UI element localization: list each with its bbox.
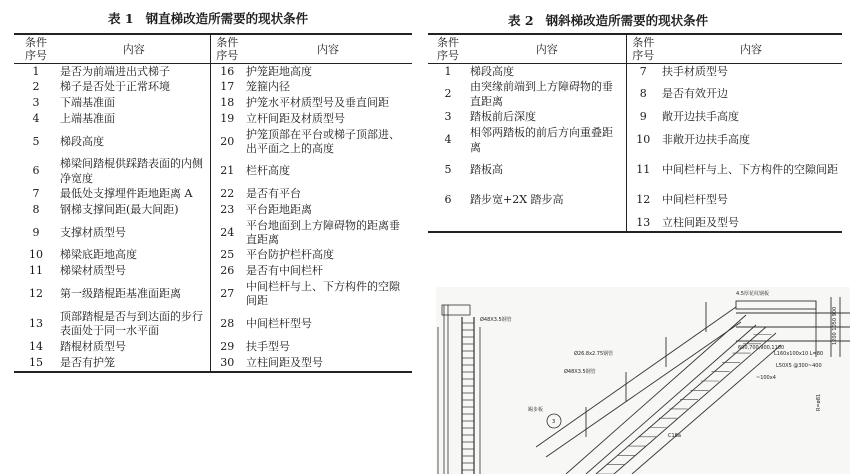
- table1-row: [14, 280, 412, 309]
- table1-content-right: 护笼水平材质型号及垂直间距: [246, 96, 389, 110]
- table1-content-left: 最低处支撑埋件距地距离 A: [60, 187, 193, 201]
- table1-content-left: 梯梁材质型号: [60, 264, 126, 278]
- table2-content-left: 相邻两踏板的前后方向重叠距离: [470, 126, 613, 154]
- table2-content-right: 敞开边扶手高度: [662, 110, 739, 124]
- table1-row: [14, 157, 412, 187]
- table2-row: [428, 186, 842, 216]
- table1-content-right: 平台距地距离: [246, 203, 312, 217]
- table2-row: [428, 126, 842, 156]
- table1-seq-left: 2: [32, 80, 40, 94]
- table1-seq-right: 25: [210, 248, 244, 264]
- table1-content-left: 是否为前端进出式梯子: [60, 64, 170, 78]
- table1-seq-left: 8: [32, 203, 40, 217]
- table2-content-right: 中间栏杆型号: [662, 193, 728, 207]
- table1-seq-left: 13: [29, 316, 43, 330]
- table2-content-left: 踏步宽+2X 踏步高: [470, 193, 564, 207]
- table1-row: [14, 340, 412, 356]
- table1-seq-left: 7: [32, 187, 40, 201]
- table1-row: [14, 112, 412, 128]
- table1-header-seq-left: 条件 序号: [14, 34, 58, 64]
- table1-seq-right: 23: [210, 203, 244, 219]
- table1-seq-right: 17: [210, 80, 244, 96]
- table1-content-right: 中间栏杆与上、下方构件的空隙间距: [246, 279, 400, 307]
- table2-seq-right: 8: [626, 80, 660, 110]
- table1-content-right: 栏杆高度: [246, 164, 290, 178]
- table2-content-left: 踏板前后深度: [470, 110, 536, 124]
- table1-content-right: 立杆间距及材质型号: [246, 112, 345, 126]
- table2-seq-left: 1: [444, 64, 452, 78]
- table2-content-left: 由突缘前端到上方障碍物的垂直距离: [470, 80, 613, 108]
- table1-row: [14, 128, 412, 157]
- table1-content-left: 上端基准面: [60, 112, 115, 126]
- table1-content-right: 笼箍内径: [246, 80, 290, 94]
- table1-seq-left: 5: [32, 134, 40, 148]
- table2-header: [428, 34, 842, 64]
- table1-seq-left: 12: [29, 286, 43, 300]
- label-pipe-3: Ø48X3.5钢管: [480, 317, 512, 323]
- table1-seq-left: 1: [32, 64, 40, 78]
- table1-content-left: 梯梁间踏棍供踩踏表面的内侧净宽度: [60, 157, 203, 185]
- table1-content-right: 护笼距地高度: [246, 64, 312, 78]
- table1-seq-right: 18: [210, 96, 244, 112]
- table2: [428, 33, 842, 233]
- table2-content-right: 扶手材质型号: [662, 64, 728, 78]
- table1-seq-right: 29: [210, 340, 244, 356]
- table1-row: [14, 80, 412, 96]
- table1-seq-left: 15: [29, 355, 43, 369]
- table1-header-seq-right: 条件 序号: [210, 34, 244, 64]
- table1-row: [14, 309, 412, 340]
- table1-title-text: 钢直梯改造所需要的现状条件: [145, 11, 309, 26]
- label-flat-steel: 4.5厚花纹钢板: [736, 291, 769, 297]
- table2-seq-left: [428, 216, 468, 232]
- table2-row: [428, 156, 842, 186]
- table1-content-left: 下端基准面: [60, 96, 115, 110]
- table1-content-right: 立柱间距及型号: [246, 355, 323, 369]
- table2-seq-right: 12: [626, 186, 660, 216]
- table1-content-right: 护笼顶部在平台或梯子顶部进、出平面之上的高度: [246, 127, 400, 155]
- label-tread: 踢步板: [528, 407, 544, 413]
- table2-row: [428, 216, 842, 232]
- table2-header-seq-right: 条件 序号: [626, 34, 660, 64]
- table1-seq-right: 28: [210, 309, 244, 340]
- table1-header-content-right: 内容: [244, 34, 412, 64]
- table1-content-right: 扶手型号: [246, 340, 290, 354]
- table1-content-right: 平台地面到上方障碍物的距离垂直距离: [246, 218, 400, 246]
- table1-seq-right: 24: [210, 219, 244, 248]
- table1-row: [14, 203, 412, 219]
- table1-seq-right: 20: [210, 128, 244, 157]
- table1-seq-left: 10: [29, 248, 43, 262]
- table2-header-content-right: 内容: [660, 34, 842, 64]
- table1-seq-right: 22: [210, 187, 244, 203]
- label-angle-2: L50X5 @300~400: [776, 363, 822, 369]
- table1-seq-left: 11: [29, 264, 43, 278]
- table1-seq-right: 26: [210, 264, 244, 280]
- table2-seq-right: 13: [626, 216, 660, 232]
- table1-row: [14, 187, 412, 203]
- table1: [14, 33, 412, 373]
- table2-title-text: 钢斜梯改造所需要的现状条件: [545, 13, 709, 28]
- table1-seq-left: 4: [32, 112, 40, 126]
- table1-content-left: 第一级踏棍距基准面距离: [60, 286, 181, 300]
- label-pipe-2: Ø48X3.5钢管: [564, 369, 596, 375]
- table1-content-left: 梯段高度: [60, 134, 104, 148]
- table2-seq-right: 11: [626, 156, 660, 186]
- table1-content-right: 是否有中间栏杆: [246, 264, 323, 278]
- table2-content-right: 中间栏杆与上、下方构件的空隙间距: [662, 163, 838, 177]
- table1-row: [14, 219, 412, 248]
- table2-seq-left: 3: [444, 110, 452, 124]
- table1-row: [14, 96, 412, 112]
- table1-content-left: 梯子是否处于正常环境: [60, 80, 170, 94]
- table2-content-left: 踏板高: [470, 163, 503, 177]
- table1-seq-right: 16: [210, 64, 244, 80]
- table2-header-content-left: 内容: [468, 34, 626, 64]
- table2-seq-left: 4: [444, 133, 452, 147]
- stair-drawing: [436, 287, 850, 474]
- label-r: R=ø81: [816, 393, 822, 411]
- table1-row: [14, 248, 412, 264]
- table1-content-left: 踏棍材质型号: [60, 340, 126, 354]
- label-spacing: 600,700,900,1100: [738, 345, 785, 351]
- table1-row: [14, 264, 412, 280]
- table2-title: [508, 11, 708, 29]
- label-angle-1: L160x100x10 L=80: [774, 351, 824, 357]
- table2-row: [428, 64, 842, 80]
- stair-drawing-svg: [436, 287, 850, 474]
- table1-header-content-left: 内容: [58, 34, 210, 64]
- table1-header: [14, 34, 412, 64]
- table1-content-left: 梯梁底距地高度: [60, 248, 137, 262]
- label-dim: ~100x4: [756, 375, 776, 381]
- table2-seq-right: 7: [626, 64, 660, 80]
- callout-circle-number: 3: [552, 419, 556, 425]
- table2-row: [428, 110, 842, 126]
- table2-seq-right: 9: [626, 110, 660, 126]
- table2-content-right: 非敞开边扶手高度: [662, 133, 750, 147]
- table1-seq-left: 6: [32, 164, 40, 178]
- table2-seq-left: 2: [444, 87, 452, 101]
- table1-row: [14, 64, 412, 80]
- table1-seq-right: 19: [210, 112, 244, 128]
- table2-seq-left: 5: [444, 163, 452, 177]
- label-c18: C18a: [668, 433, 681, 439]
- table1-row: [14, 356, 412, 372]
- table2-seq-left: 6: [444, 193, 452, 207]
- table1-content-left: 顶部踏棍是否与到达面的步行表面处于同一水平面: [60, 309, 203, 337]
- table1-seq-right: 21: [210, 157, 244, 187]
- label-dims-right: 1200 1050 900: [832, 306, 838, 345]
- table1-seq-right: 27: [210, 280, 244, 309]
- label-pipe-1: Ø26.8x2.75钢管: [574, 351, 614, 357]
- table1-content-right: 平台防护栏杆高度: [246, 248, 334, 262]
- table1-seq-left: 3: [32, 96, 40, 110]
- table1-content-left: 钢梯支撑间距(最大间距): [60, 203, 179, 217]
- table1-content-right: 中间栏杆型号: [246, 316, 312, 330]
- table1-content-left: 支撑材质型号: [60, 225, 126, 239]
- table2-content-right: 立柱间距及型号: [662, 215, 739, 229]
- table1-content-left: 是否有护笼: [60, 355, 115, 369]
- table1-number: 表 1: [108, 11, 134, 26]
- table2-content-left: [468, 216, 626, 232]
- table2-content-right: 是否有效开边: [662, 87, 728, 101]
- table2-seq-right: 10: [626, 126, 660, 156]
- table2-row: [428, 80, 842, 110]
- table1-seq-left: 9: [32, 225, 40, 239]
- table2-header-seq-left: 条件 序号: [428, 34, 468, 64]
- table2-number: 表 2: [508, 13, 534, 28]
- table1-seq-left: 14: [29, 340, 43, 354]
- table1-title: [108, 9, 308, 27]
- table2-content-left: 梯段高度: [470, 64, 514, 78]
- table1-content-right: 是否有平台: [246, 187, 301, 201]
- table1-seq-right: 30: [210, 356, 244, 372]
